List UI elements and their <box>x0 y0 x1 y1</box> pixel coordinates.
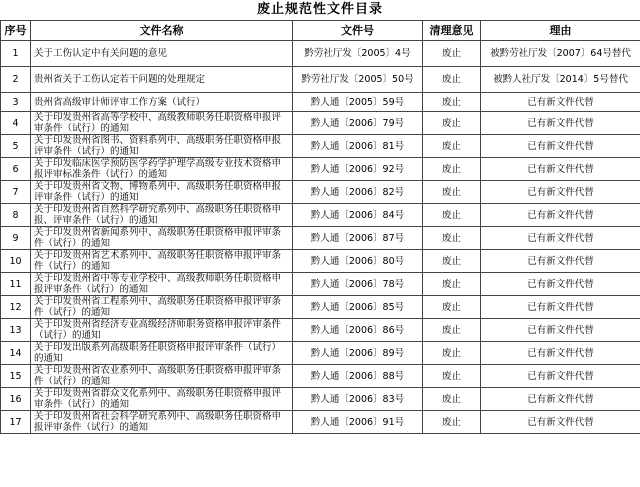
row-number: 13 <box>1 319 31 342</box>
row-number: 5 <box>1 135 31 158</box>
row-number: 8 <box>1 204 31 227</box>
clean-opinion: 废止 <box>423 135 481 158</box>
table-row <box>1 67 640 93</box>
file-number: 黔人通〔2006〕79号 <box>293 112 423 135</box>
table-row <box>1 296 640 319</box>
file-name: 关于印发临床医学预防医学药学护理学高级专业技术资格申报评审标准条件（试行）的通知 <box>31 158 293 181</box>
header-name: 文件名称 <box>31 21 293 41</box>
file-number: 黔人通〔2006〕86号 <box>293 319 423 342</box>
file-number: 黔人通〔2006〕91号 <box>293 411 423 434</box>
reason: 被黔劳社厅发〔2007〕64号替代 <box>481 41 640 67</box>
table-row <box>1 112 640 135</box>
row-number: 1 <box>1 41 31 67</box>
table-row <box>1 41 640 67</box>
reason: 已有新文件代替 <box>481 181 640 204</box>
header-no: 序号 <box>1 21 31 41</box>
row-number: 4 <box>1 112 31 135</box>
row-number: 11 <box>1 273 31 296</box>
file-name: 关于印发贵州省中等专业学校中、高级教师职务任职资格申报评审条件（试行）的通知 <box>31 273 293 296</box>
reason: 已有新文件代替 <box>481 112 640 135</box>
file-number: 黔人通〔2006〕88号 <box>293 365 423 388</box>
reason: 已有新文件代替 <box>481 365 640 388</box>
repeal-table <box>0 20 640 434</box>
reason: 已有新文件代替 <box>481 227 640 250</box>
row-number: 2 <box>1 67 31 93</box>
file-number: 黔人通〔2006〕83号 <box>293 388 423 411</box>
table-row <box>1 204 640 227</box>
file-name: 关于印发贵州省高等学校中、高级教师职务任职资格申报评审条件（试行）的通知 <box>31 112 293 135</box>
header-row <box>1 21 640 41</box>
clean-opinion: 废止 <box>423 388 481 411</box>
row-number: 17 <box>1 411 31 434</box>
table-row <box>1 342 640 365</box>
file-number: 黔人通〔2006〕81号 <box>293 135 423 158</box>
clean-opinion: 废止 <box>423 273 481 296</box>
file-number: 黔人通〔2006〕87号 <box>293 227 423 250</box>
reason: 已有新文件代替 <box>481 388 640 411</box>
row-number: 10 <box>1 250 31 273</box>
file-name: 关于印发贵州省图书、资料系列中、高级职务任职资格申报评审条件（试行）的通知 <box>31 135 293 158</box>
clean-opinion: 废止 <box>423 204 481 227</box>
table-row <box>1 273 640 296</box>
file-number: 黔人通〔2006〕78号 <box>293 273 423 296</box>
file-number: 黔人通〔2006〕92号 <box>293 158 423 181</box>
table-row <box>1 388 640 411</box>
clean-opinion: 废止 <box>423 319 481 342</box>
reason: 已有新文件代替 <box>481 204 640 227</box>
clean-opinion: 废止 <box>423 112 481 135</box>
reason: 已有新文件代替 <box>481 250 640 273</box>
file-number: 黔人通〔2006〕89号 <box>293 342 423 365</box>
file-name: 贵州省关于工伤认定若干问题的处理规定 <box>31 67 293 93</box>
file-name: 关于印发贵州省新闻系列中、高级职务任职资格申报评审条件（试行）的通知 <box>31 227 293 250</box>
clean-opinion: 废止 <box>423 181 481 204</box>
table-row <box>1 319 640 342</box>
reason: 已有新文件代替 <box>481 342 640 365</box>
file-name: 关于印发贵州省艺术系列中、高级职务任职资格申报评审条件（试行）的通知 <box>31 250 293 273</box>
reason: 已有新文件代替 <box>481 296 640 319</box>
reason: 已有新文件代替 <box>481 273 640 296</box>
header-reason: 理由 <box>481 21 640 41</box>
row-number: 15 <box>1 365 31 388</box>
file-name: 关于印发贵州省农业系列中、高级职务任职资格申报评审条件（试行）的通知 <box>31 365 293 388</box>
table-row <box>1 93 640 112</box>
clean-opinion: 废止 <box>423 158 481 181</box>
file-name: 关于印发贵州省经济专业高级经济师职务资格申报评审条件（试行）的通知 <box>31 319 293 342</box>
clean-opinion: 废止 <box>423 41 481 67</box>
file-name: 关于印发出版系列高级职务任职资格申报评审条件（试行）的通知 <box>31 342 293 365</box>
row-number: 9 <box>1 227 31 250</box>
file-number: 黔人通〔2006〕80号 <box>293 250 423 273</box>
file-number: 黔人通〔2006〕84号 <box>293 204 423 227</box>
file-number: 黔劳社厅发〔2005〕4号 <box>293 41 423 67</box>
file-number: 黔人通〔2005〕59号 <box>293 93 423 112</box>
clean-opinion: 废止 <box>423 250 481 273</box>
header-doc: 文件号 <box>293 21 423 41</box>
file-name: 关于工伤认定中有关问题的意见 <box>31 41 293 67</box>
header-opinion: 清理意见 <box>423 21 481 41</box>
file-name: 关于印发贵州省社会科学研究系列中、高级职务任职资格申报评审条件（试行）的通知 <box>31 411 293 434</box>
table-row <box>1 250 640 273</box>
reason: 已有新文件代替 <box>481 411 640 434</box>
clean-opinion: 废止 <box>423 93 481 112</box>
clean-opinion: 废止 <box>423 411 481 434</box>
table-row <box>1 411 640 434</box>
table-row <box>1 158 640 181</box>
file-name: 关于印发贵州省工程系列中、高级职务任职资格申报评审条件（试行）的通知 <box>31 296 293 319</box>
row-number: 14 <box>1 342 31 365</box>
row-number: 7 <box>1 181 31 204</box>
clean-opinion: 废止 <box>423 342 481 365</box>
file-number: 黔劳社厅发〔2005〕50号 <box>293 67 423 93</box>
file-name: 关于印发贵州省文物、博物系列中、高级职务任职资格申报评审条件（试行）的通知 <box>31 181 293 204</box>
file-name: 关于印发贵州省自然科学研究系列中、高级职务任职资格申报、评审条件（试行）的通知 <box>31 204 293 227</box>
table-body <box>1 41 640 434</box>
clean-opinion: 废止 <box>423 227 481 250</box>
reason: 已有新文件代替 <box>481 135 640 158</box>
row-number: 3 <box>1 93 31 112</box>
clean-opinion: 废止 <box>423 296 481 319</box>
reason: 被黔人社厅发〔2014〕5号替代 <box>481 67 640 93</box>
table-row <box>1 227 640 250</box>
clean-opinion: 废止 <box>423 365 481 388</box>
clean-opinion: 废止 <box>423 67 481 93</box>
table-row <box>1 135 640 158</box>
file-name: 关于印发贵州省群众文化系列中、高级职务任职资格申报评审条件（试行）的通知 <box>31 388 293 411</box>
table-row <box>1 181 640 204</box>
reason: 已有新文件代替 <box>481 158 640 181</box>
row-number: 6 <box>1 158 31 181</box>
page-title: 废止规范性文件目录 <box>256 2 383 17</box>
row-number: 16 <box>1 388 31 411</box>
table-row <box>1 365 640 388</box>
reason: 已有新文件代替 <box>481 93 640 112</box>
reason: 已有新文件代替 <box>481 319 640 342</box>
row-number: 12 <box>1 296 31 319</box>
file-number: 黔人通〔2006〕85号 <box>293 296 423 319</box>
file-name: 贵州省高级审计师评审工作方案（试行） <box>31 93 293 112</box>
file-number: 黔人通〔2006〕82号 <box>293 181 423 204</box>
